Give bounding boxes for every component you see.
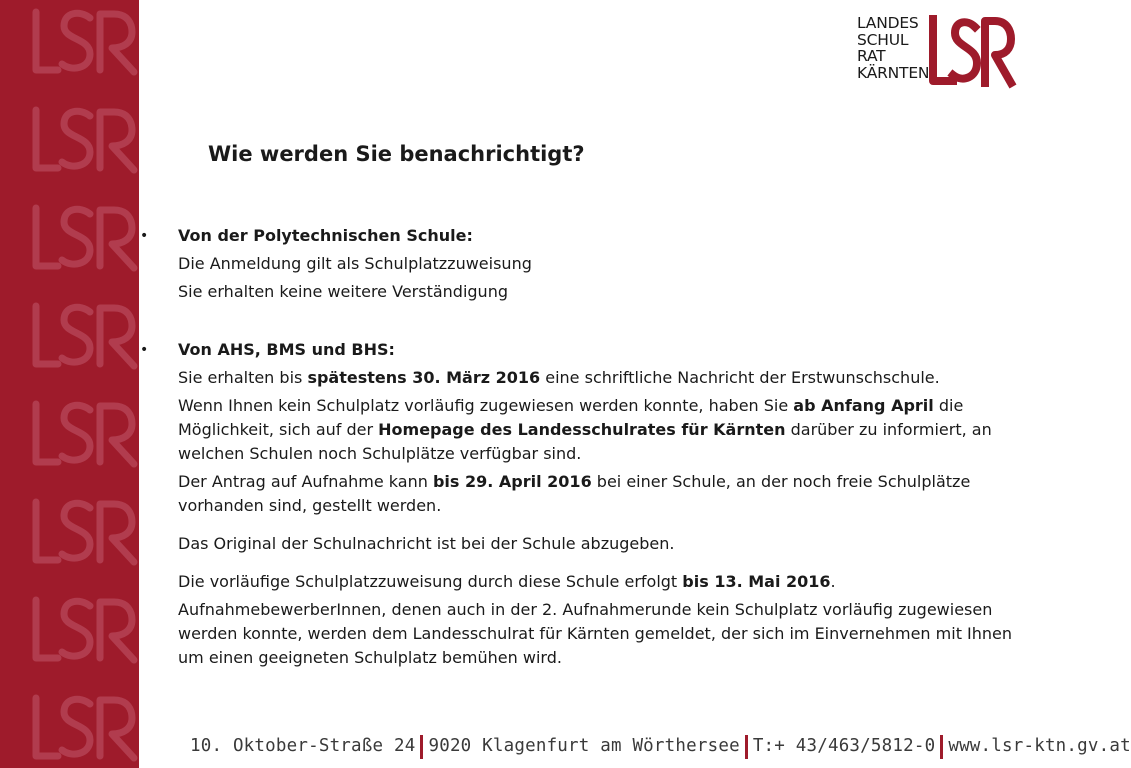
footer-divider — [745, 735, 748, 759]
footer-divider — [420, 735, 423, 759]
slide-title: Wie werden Sie benachrichtigt? — [208, 142, 585, 166]
paragraph-notification-date: Sie erhalten bis spätestens 30. März 2016 eine schriftliche Nachricht der Erstwunschschule. — [178, 368, 940, 387]
logo-line: KÄRNTEN — [857, 63, 930, 82]
paragraph-application-deadline: Der Antrag auf Aufnahme kann bis 29. April 2016 bei einer Schule, an der noch freie Schulplätze vorhanden sind, gestellt werden. — [178, 472, 971, 515]
landesschulrat-logo — [857, 13, 1017, 91]
footer-website: www.lsr-ktn.gv.at — [948, 736, 1131, 756]
logo-line: SCHUL — [857, 30, 909, 49]
lsr-logo-mark-icon — [927, 15, 1013, 87]
logo-line: RAT — [857, 47, 886, 65]
bullet-icon: • — [140, 342, 149, 358]
slide-body — [140, 224, 1020, 670]
list-item: Die Anmeldung gilt als Schulplatzzuweisung — [178, 254, 532, 273]
footer-address: 10. Oktober-Straße 24 — [190, 736, 416, 756]
bullet-heading-polytechnic — [140, 224, 1020, 248]
paragraph-no-place: Wenn Ihnen kein Schulplatz vorläufig zugewiesen werden konnte, haben Sie ab Anfang April die Möglichkeit, sich auf der Homepage des Landesschulrates für Kärnten darüber zu informiert, an welchen Schulen noch Schulplätze verfügbar sind. — [178, 396, 992, 463]
lsr-watermark-pattern — [0, 0, 139, 768]
paragraph-second-round: AufnahmebewerberInnen, denen auch in der 2. Aufnahmerunde kein Schulplatz vorläufig zugewiesen werden konnte, werden dem Landesschulrat für Kärnten gemeldet, der sich im Einvernehmen mit Ihnen um einen geeigneten Schulplatz bemühen wird. — [178, 600, 1013, 667]
footer-phone: T:+ 43/463/5812-0 — [752, 736, 936, 756]
heading-text: Von der Polytechnischen Schule: — [178, 226, 473, 245]
logo-line: LANDES — [857, 14, 919, 32]
bullet-heading-ahs-bms-bhs — [140, 338, 1020, 362]
paragraph-original-report: Das Original der Schulnachricht ist bei der Schule abzugeben. — [178, 534, 675, 553]
side-band — [0, 0, 139, 768]
footer-divider — [940, 735, 943, 759]
bullet-icon: • — [140, 228, 149, 244]
heading-text: Von AHS, BMS und BHS: — [178, 340, 395, 359]
footer-contact — [190, 736, 1131, 766]
footer-city: 9020 Klagenfurt am Wörthersee — [428, 736, 740, 756]
paragraph-provisional-assignment: Die vorläufige Schulplatzzuweisung durch diese Schule erfolgt bis 13. Mai 2016. — [178, 572, 836, 591]
list-item: Sie erhalten keine weitere Verständigung — [178, 282, 508, 301]
logo-wordmark — [857, 15, 929, 81]
